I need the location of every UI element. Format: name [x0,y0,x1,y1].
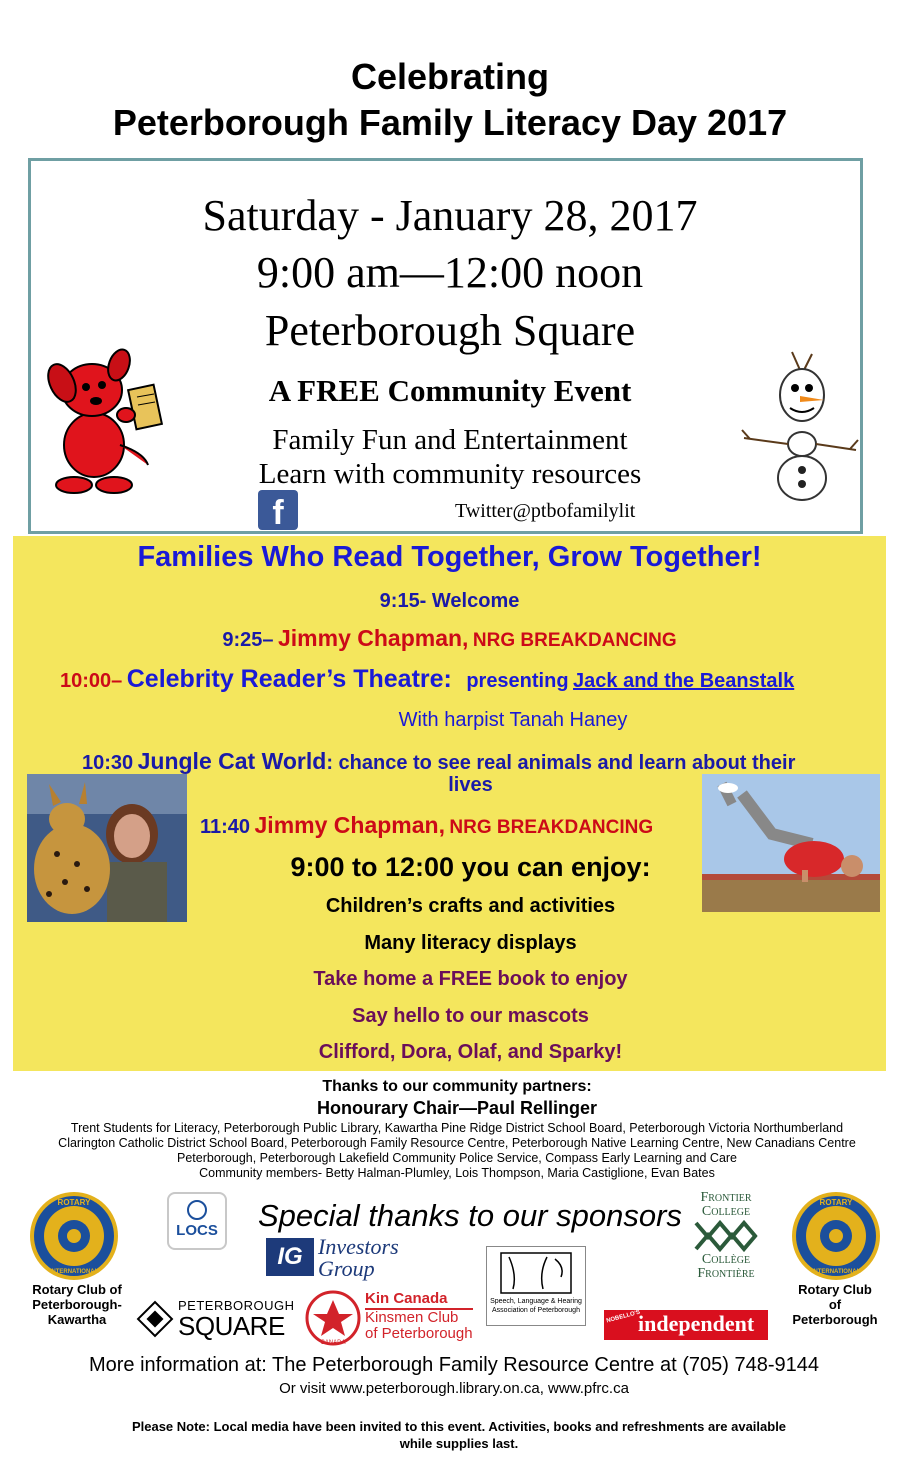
poster-title-line2: Peterborough Family Literacy Day 2017 [112,102,788,143]
label-line: Rotary Club [798,1282,872,1297]
clifford-mascot-image [44,345,170,495]
square-diamond-icon [136,1300,174,1338]
college-fr-text: Collège [701,1252,751,1267]
partners-heading: Thanks to our community partners: [322,1078,592,1095]
speech-language-hearing-logo [486,1246,586,1326]
kin-canada-text: Kin Canada [365,1290,473,1310]
independent-grocer-logo [604,1310,768,1340]
locs-logo [167,1192,227,1250]
enjoy-item: Children’s crafts and activities [325,895,616,917]
slh-text: Speech, Language & Hearing [490,1298,582,1305]
label-line: Rotary Club of [32,1282,122,1297]
schedule-row-925 [13,625,886,652]
enjoy-item: Say hello to our mascots [352,1005,589,1027]
event-date: Saturday - January 28, 2017 [202,191,698,240]
slh-text: Association of Peterborough [492,1307,580,1314]
poster-title-line1: Celebrating [350,56,550,97]
please-note-line2: while supplies last. [399,1436,519,1451]
psq-top-text: PETERBOROUGH [178,1298,295,1313]
visit-websites-line[interactable]: Or visit www.peterborough.library.on.ca, www.pfrc.ca [279,1380,629,1397]
group-text: Group [318,1256,375,1281]
label-line: of [828,1297,842,1312]
performer-act: NRG BREAKDANCING [472,630,677,651]
kinsmen-text: Kinsmen Club [365,1309,459,1326]
label-line: Kawartha [47,1312,107,1327]
enjoy-heading: 9:00 to 12:00 you can enjoy: [290,852,651,882]
rotary-ring-bottom-text: INTERNATIONAL [811,1269,861,1275]
enjoy-item: Many literacy displays [364,932,577,954]
label-line: Peterborough- [32,1297,122,1312]
indep-small-text: NOBELLO'S [605,1309,641,1325]
investors-group-mark: IG [266,1238,314,1276]
schedule-row-1140 [200,812,653,839]
independent-text: independent [638,1311,755,1336]
performer-act: NRG BREAKDANCING [449,817,654,838]
jungle-cat-description: : chance to see real animals and learn about their [326,752,796,774]
free-event-text: A FREE Community Event [268,373,632,408]
rotary-ring-top-text: ROTARY [57,1198,91,1207]
presenting-text: presenting [466,670,569,692]
jungle-cat-description-cont: lives [448,774,493,796]
honourary-chair: Honourary Chair—Paul Rellinger [316,1098,598,1118]
schedule-time: 9:25– [222,629,274,651]
twitter-handle[interactable]: Twitter@ptbofamilylit [455,500,636,522]
schedule-time: 11:40 [200,816,251,838]
olaf-mascot-image [740,350,860,505]
sponsors-heading: Special thanks to our sponsors [258,1198,682,1233]
schedule-row-1000 [60,665,794,694]
frontier-college-logo [690,1191,762,1281]
program-tagline: Families Who Read Together, Grow Together! [137,541,762,573]
kin-badge-icon [305,1290,361,1346]
schedule-row-1030 [82,748,882,775]
learn-text: Learn with community resources [258,458,642,490]
schedule-time: 10:00– [60,670,123,692]
story-title: Jack and the Beanstalk [573,670,795,692]
rotary-ring-top-text: ROTARY [819,1198,853,1207]
rotary-logo-right [789,1189,883,1283]
kin-badge-text: CANADA [320,1340,346,1346]
performer-name: Jimmy Chapman, [254,812,445,838]
schedule-welcome: 9:15- Welcome [379,590,520,612]
partner-line: Peterborough, Peterborough Lakefield Community Police Service, Compass Early Learning and Care [176,1151,738,1165]
college-text: College [701,1204,751,1219]
partner-line: Trent Students for Literacy, Peterborough Public Library, Kawartha Pine Ridge District School Board, Peterborough Victoria Northumberland [70,1121,844,1135]
kinsmen-place-text: of Peterborough [365,1325,473,1342]
event-place: Peterborough Square [264,306,636,355]
rotary-right-label [780,1282,890,1327]
jungle-cat-title: Jungle Cat World [137,748,327,774]
rotary-left-label [22,1282,132,1327]
label-line: Peterborough [792,1312,878,1327]
rotary-ring-bottom-text: INTERNATIONAL [49,1269,99,1275]
family-fun-text: Family Fun and Entertainment [272,424,628,456]
psq-square-text: SQUARE [178,1311,285,1341]
frontier-text: Frontier [700,1190,752,1205]
harpist-text: With harpist Tanah Haney [398,709,628,731]
partner-line: Community members- Betty Halman-Plumley, Lois Thompson, Maria Castiglione, Evan Bates [199,1166,715,1180]
globe-icon [187,1200,207,1220]
locs-text: LOCS [176,1222,218,1239]
enjoy-item: Clifford, Dora, Olaf, and Sparky! [318,1041,623,1063]
event-time: 9:00 am—12:00 noon [256,248,644,297]
faces-icon [487,1247,585,1297]
schedule-time: 10:30 [82,752,134,774]
frontiere-text: Frontière [697,1266,755,1281]
readers-theatre-title: Celebrity Reader’s Theatre: [126,665,452,693]
investors-text: Investors [318,1234,399,1259]
performer-name: Jimmy Chapman, [277,625,469,651]
rotary-logo-left [27,1189,121,1283]
partner-line: Clarington Catholic District School Board, Peterborough Family Resource Centre, Peterborough Native Learning Centre, New Canadians Centre [58,1136,856,1150]
more-info-line: More information at: The Peterborough Family Resource Centre at (705) 748-9144 [88,1354,819,1376]
breakdancer-photo [702,774,880,912]
jungle-cat-photo [27,774,187,922]
people-icon [690,1219,762,1253]
enjoy-item: Take home a FREE book to enjoy [313,968,628,990]
facebook-icon[interactable]: f [258,490,298,530]
please-note-line1: Please Note: Local media have been invited to this event. Activities, books and refreshments are available [131,1419,787,1434]
